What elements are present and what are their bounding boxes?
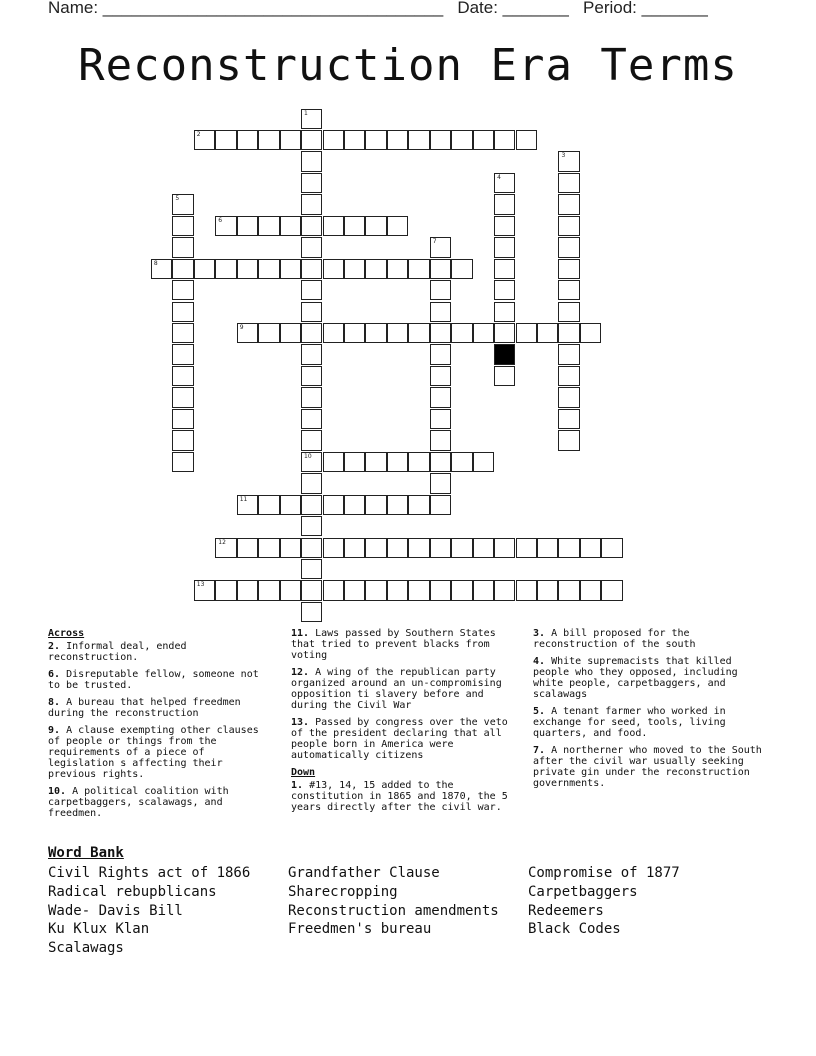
word-bank-column-3: [528, 864, 680, 939]
crossword-cell[interactable]: [301, 452, 322, 472]
crossword-cell[interactable]: [301, 495, 322, 515]
crossword-cell[interactable]: [280, 130, 301, 150]
crossword-cell[interactable]: [172, 237, 193, 257]
crossword-cell[interactable]: [430, 344, 451, 364]
crossword-cell[interactable]: [558, 409, 579, 429]
crossword-cell[interactable]: [494, 302, 515, 322]
crossword-cell[interactable]: [580, 538, 601, 558]
crossword-cell[interactable]: [516, 538, 537, 558]
crossword-cell[interactable]: [258, 130, 279, 150]
crossword-cell[interactable]: [430, 452, 451, 472]
word-bank-item: Freedmen's bureau: [288, 921, 432, 938]
crossword-cell[interactable]: [430, 237, 451, 257]
crossword-cell[interactable]: [344, 495, 365, 515]
crossword-cell[interactable]: [215, 538, 236, 558]
word-bank-item: Civil Rights act of 1866: [48, 865, 251, 881]
down-clue-7: 7. A northerner who moved to the South after the civil war usually seeking private gin under the reconstruction governments.: [533, 745, 762, 789]
crossword-cell[interactable]: [558, 344, 579, 364]
crossword-cell[interactable]: [451, 580, 472, 600]
crossword-cell[interactable]: [301, 387, 322, 407]
crossword-cell[interactable]: [280, 538, 301, 558]
crossword-cell[interactable]: [430, 302, 451, 322]
crossword-cell[interactable]: [194, 259, 215, 279]
crossword-cell[interactable]: [558, 216, 579, 236]
crossword-cell[interactable]: [258, 495, 279, 515]
clue-number: 10: [304, 452, 312, 460]
crossword-cell[interactable]: [237, 323, 258, 343]
crossword-cell[interactable]: [344, 216, 365, 236]
crossword-cell[interactable]: [473, 452, 494, 472]
crossword-cell[interactable]: [430, 130, 451, 150]
clues-column-3: [533, 628, 763, 795]
crossword-cell[interactable]: [365, 323, 386, 343]
word-bank-item: Redeemers: [528, 902, 604, 919]
crossword-cell[interactable]: [537, 580, 558, 600]
crossword-cell[interactable]: [430, 259, 451, 279]
clue-number: 6: [218, 216, 223, 224]
crossword-cell[interactable]: [301, 259, 322, 279]
crossword-cell[interactable]: [387, 259, 408, 279]
crossword-cell[interactable]: [430, 473, 451, 493]
crossword-cell[interactable]: [408, 495, 429, 515]
crossword-cell[interactable]: [451, 452, 472, 472]
crossword-cell[interactable]: [558, 237, 579, 257]
crossword-cell[interactable]: [494, 237, 515, 257]
crossword-cell[interactable]: [301, 173, 322, 193]
crossword-cell[interactable]: [301, 151, 322, 171]
crossword-cell[interactable]: [516, 130, 537, 150]
crossword-cell[interactable]: [430, 495, 451, 515]
crossword-cell[interactable]: [172, 259, 193, 279]
crossword-cell[interactable]: [237, 580, 258, 600]
crossword-cell[interactable]: [172, 452, 193, 472]
crossword-cell[interactable]: [494, 130, 515, 150]
crossword-cell[interactable]: [301, 194, 322, 214]
crossword-cell[interactable]: [558, 259, 579, 279]
crossword-cell[interactable]: [301, 409, 322, 429]
crossword-cell[interactable]: [323, 130, 344, 150]
crossword-cell[interactable]: [172, 344, 193, 364]
crossword-cell[interactable]: [558, 151, 579, 171]
crossword-cell[interactable]: [408, 538, 429, 558]
crossword-cell[interactable]: [280, 323, 301, 343]
crossword-cell[interactable]: [408, 130, 429, 150]
crossword-cell[interactable]: [558, 173, 579, 193]
crossword-cell[interactable]: [365, 580, 386, 600]
across-clue-11: 11. Laws passed by Southern States that tried to prevent blacks from voting: [291, 628, 496, 661]
crossword-cell[interactable]: [580, 580, 601, 600]
crossword-cell[interactable]: [237, 216, 258, 236]
crossword-cell[interactable]: [494, 366, 515, 386]
down-heading: Down: [291, 767, 316, 778]
crossword-cell[interactable]: [558, 366, 579, 386]
crossword-cell[interactable]: [301, 473, 322, 493]
crossword-cell[interactable]: [365, 130, 386, 150]
crossword-cell[interactable]: [323, 580, 344, 600]
crossword-cell[interactable]: [537, 538, 558, 558]
crossword-cell[interactable]: [323, 323, 344, 343]
crossword-cell[interactable]: [387, 580, 408, 600]
across-clue-6: 6. Disreputable fellow, someone not to be trusted.: [48, 669, 259, 691]
clue-number: 8: [153, 259, 158, 267]
crossword-cell[interactable]: [172, 302, 193, 322]
clue-number: 1: [304, 109, 308, 117]
crossword-cell[interactable]: [601, 538, 622, 558]
crossword-cell[interactable]: [280, 580, 301, 600]
crossword-cell[interactable]: [237, 495, 258, 515]
clue-number: 3: [561, 152, 566, 160]
crossword-cell[interactable]: [280, 216, 301, 236]
crossword-cell[interactable]: [301, 538, 322, 558]
crossword-cell[interactable]: [237, 130, 258, 150]
clues-column-2: [291, 628, 523, 819]
crossword-cell[interactable]: [365, 452, 386, 472]
crossword-cell[interactable]: [172, 194, 193, 214]
page-title: Reconstruction Era Terms: [78, 40, 738, 91]
crossword-cell[interactable]: [387, 495, 408, 515]
word-bank-item: Sharecropping: [288, 883, 398, 900]
crossword-cell[interactable]: [172, 280, 193, 300]
crossword-cell[interactable]: [172, 387, 193, 407]
crossword-cell[interactable]: [215, 216, 236, 236]
across-clue-2: 2. Informal deal, ended reconstruction.: [48, 641, 187, 663]
crossword-cell[interactable]: [558, 280, 579, 300]
crossword-cell[interactable]: [451, 259, 472, 279]
crossword-cell[interactable]: [558, 387, 579, 407]
clue-number: 12: [218, 538, 226, 546]
crossword-cell[interactable]: [387, 130, 408, 150]
crossword-cell[interactable]: [558, 323, 579, 343]
crossword-cell[interactable]: [172, 430, 193, 450]
crossword-cell[interactable]: [344, 323, 365, 343]
crossword-cell[interactable]: [430, 366, 451, 386]
crossword-cell[interactable]: [172, 366, 193, 386]
crossword-cell[interactable]: [408, 259, 429, 279]
clue-number: 2: [196, 130, 201, 138]
crossword-cell[interactable]: [430, 409, 451, 429]
crossword-cell[interactable]: [323, 452, 344, 472]
crossword-cell[interactable]: [494, 580, 515, 600]
crossword-cell[interactable]: [387, 452, 408, 472]
clues-column-1: [48, 628, 273, 825]
crossword-cell[interactable]: [301, 323, 322, 343]
crossword-cell[interactable]: [172, 323, 193, 343]
crossword-cell[interactable]: [365, 538, 386, 558]
clue-number: 4: [497, 173, 501, 181]
crossword-cell[interactable]: [215, 580, 236, 600]
crossword-cell[interactable]: [237, 259, 258, 279]
down-clue-5: 5. A tenant farmer who worked in exchange for seed, tools, living quarters, and food.: [533, 706, 726, 739]
crossword-cell[interactable]: [301, 430, 322, 450]
crossword-cell[interactable]: [344, 130, 365, 150]
crossword-cell[interactable]: [301, 302, 322, 322]
crossword-cell[interactable]: [451, 130, 472, 150]
crossword-cell[interactable]: [387, 323, 408, 343]
crossword-cell[interactable]: [237, 538, 258, 558]
crossword-cell[interactable]: [537, 323, 558, 343]
crossword-cell[interactable]: [280, 259, 301, 279]
crossword-cell[interactable]: [344, 580, 365, 600]
word-bank-item: Black Codes: [528, 921, 621, 938]
word-bank-item: Reconstruction amendments: [288, 902, 499, 919]
crossword-cell[interactable]: [494, 216, 515, 236]
crossword-cell[interactable]: [387, 538, 408, 558]
crossword-cell[interactable]: [580, 323, 601, 343]
crossword-cell[interactable]: [215, 130, 236, 150]
word-bank-column-2: [288, 864, 499, 939]
crossword-cell[interactable]: [558, 580, 579, 600]
crossword-cell[interactable]: [451, 323, 472, 343]
across-clue-13: 13. Passed by congress over the veto of the president declaring that all people born in America were automatically citizens: [291, 717, 508, 761]
crossword-cell[interactable]: [258, 538, 279, 558]
word-bank-item: Carpetbaggers: [528, 883, 638, 900]
crossword-cell[interactable]: [451, 538, 472, 558]
crossword-cell[interactable]: [301, 344, 322, 364]
clue-number: 5: [175, 195, 180, 203]
down-clue-1: 1. #13, 14, 15 added to the constitution in 1865 and 1870, the 5 years directly after the civil war.: [291, 780, 508, 813]
crossword-cell[interactable]: [301, 280, 322, 300]
word-bank-item: Wade- Davis Bill: [48, 902, 183, 919]
crossword-cell[interactable]: [172, 409, 193, 429]
crossword-cell[interactable]: [344, 259, 365, 279]
crossword-cell[interactable]: [323, 259, 344, 279]
crossword-cell[interactable]: [473, 580, 494, 600]
crossword-cell[interactable]: [558, 302, 579, 322]
crossword-cell[interactable]: [408, 580, 429, 600]
down-clue-4: 4. White supremacists that killed people who they opposed, including white people, carpetbaggers, and scalawags: [533, 656, 738, 700]
header-line[interactable]: Name: ____________________________________ Date: _______ Period: _______: [48, 0, 708, 17]
crossword-cell[interactable]: [430, 323, 451, 343]
crossword-cell[interactable]: [301, 559, 322, 579]
clue-number: 9: [239, 324, 244, 331]
crossword-cell[interactable]: [301, 602, 322, 622]
word-bank-title: Word Bank: [48, 845, 124, 861]
crossword-cell[interactable]: [301, 109, 322, 129]
across-clue-9: 9. A clause exempting other clauses of people or things from the requirements of a piece of legislation s affecting their previous rights.: [48, 725, 259, 780]
crossword-cell[interactable]: [194, 580, 215, 600]
crossword-cell[interactable]: [301, 216, 322, 236]
crossword-cell[interactable]: [258, 323, 279, 343]
crossword-cell[interactable]: [387, 216, 408, 236]
crossword-cell[interactable]: [558, 538, 579, 558]
crossword-cell[interactable]: [344, 452, 365, 472]
word-bank-column-1: [48, 864, 250, 958]
crossword-cell[interactable]: [430, 280, 451, 300]
crossword-cell[interactable]: [258, 259, 279, 279]
crossword-cell[interactable]: [194, 130, 215, 150]
crossword-cell[interactable]: [494, 538, 515, 558]
across-heading: Across: [48, 628, 85, 639]
crossword-cell[interactable]: [494, 280, 515, 300]
crossword-cell[interactable]: [473, 323, 494, 343]
word-bank-item: Grandfather Clause: [288, 865, 440, 881]
crossword-cell[interactable]: [301, 516, 322, 536]
across-clue-8: 8. A bureau that helped freedmen during the reconstruction: [48, 697, 241, 719]
crossword-cell[interactable]: [558, 194, 579, 214]
crossword-cell[interactable]: [301, 366, 322, 386]
crossword-cell[interactable]: [430, 387, 451, 407]
crossword-cell[interactable]: [365, 259, 386, 279]
crossword-cell[interactable]: [301, 130, 322, 150]
clue-number: 13: [196, 581, 205, 589]
crossword-cell[interactable]: [323, 216, 344, 236]
clue-number: 7: [432, 238, 437, 246]
crossword-black-cell: [494, 344, 515, 364]
word-bank-item: Scalawags: [48, 940, 124, 957]
crossword-cell[interactable]: [430, 430, 451, 450]
word-bank-item: Compromise of 1877: [528, 865, 680, 881]
crossword-cell[interactable]: [258, 216, 279, 236]
crossword-cell[interactable]: [408, 323, 429, 343]
clue-number: 11: [239, 495, 248, 503]
crossword-cell[interactable]: [516, 323, 537, 343]
crossword-cell[interactable]: [172, 216, 193, 236]
word-bank-item: Radical rebupblicans: [48, 883, 217, 900]
crossword-cell[interactable]: [301, 580, 322, 600]
crossword-cell[interactable]: [258, 580, 279, 600]
crossword-cell[interactable]: [430, 580, 451, 600]
crossword-cell[interactable]: [558, 430, 579, 450]
crossword-cell[interactable]: [473, 538, 494, 558]
crossword-cell[interactable]: [494, 173, 515, 193]
crossword-cell[interactable]: [323, 538, 344, 558]
crossword-cell[interactable]: [365, 216, 386, 236]
crossword-cell[interactable]: [473, 130, 494, 150]
crossword-cell[interactable]: [301, 237, 322, 257]
across-clue-12: 12. A wing of the republican party organized around an un-compromising opposition ti slavery before and during the Civil War: [291, 667, 502, 711]
crossword-cell[interactable]: [215, 259, 236, 279]
across-clue-10: 10. A political coalition with carpetbaggers, scalawags, and freedmen.: [48, 786, 229, 819]
crossword-cell[interactable]: [601, 580, 622, 600]
crossword-cell[interactable]: [430, 538, 451, 558]
crossword-cell[interactable]: [344, 538, 365, 558]
crossword-cell[interactable]: [494, 194, 515, 214]
crossword-cell[interactable]: [365, 495, 386, 515]
crossword-cell[interactable]: [494, 259, 515, 279]
crossword-cell[interactable]: [151, 259, 172, 279]
crossword-cell[interactable]: [408, 452, 429, 472]
crossword-cell[interactable]: [280, 495, 301, 515]
crossword-cell[interactable]: [494, 323, 515, 343]
crossword-cell[interactable]: [323, 495, 344, 515]
word-bank-item: Ku Klux Klan: [48, 921, 150, 938]
crossword-cell[interactable]: [516, 580, 537, 600]
down-clue-3: 3. A bill proposed for the reconstruction of the south: [533, 628, 696, 650]
